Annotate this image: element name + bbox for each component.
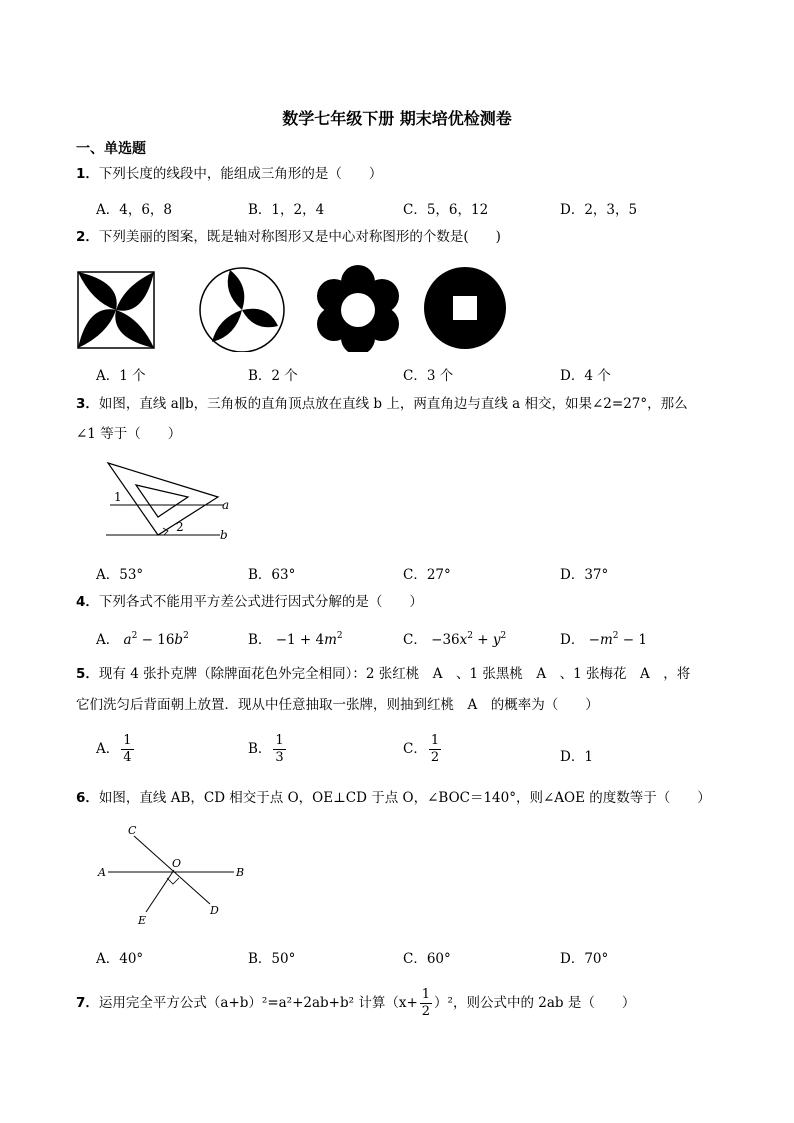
line-cd (134, 836, 210, 904)
question-6 (76, 788, 711, 808)
question-3-line2: ∠1 等于（ ） (76, 426, 182, 442)
q6-lines-figure (94, 820, 254, 925)
question-4 (76, 592, 423, 612)
question-number: 5． (76, 666, 99, 682)
point-e-label: E (138, 914, 147, 925)
question-3 (76, 394, 688, 414)
question-number: 6． (76, 790, 99, 806)
pattern-flower (317, 265, 399, 352)
q2-option-d[interactable]: D．4 个 (560, 368, 611, 384)
pattern-coin (424, 267, 506, 349)
q4-option-b[interactable]: B． $-1 + 4m^2$ (248, 631, 343, 648)
q6-option-b[interactable]: B．50° (248, 951, 296, 967)
ray-oe (146, 870, 174, 912)
question-text: 下列各式不能用平方差公式进行因式分解的是（ ） (98, 594, 423, 610)
question-7: 7．运用完全平方公式（a+b）²=a²+2ab+b² 计算（x+ $\frac{1}{2}$ ）²，则公式中的 2ab 是（ ） (76, 987, 636, 1019)
line-b-label: b (220, 528, 228, 542)
fraction: $\frac{1}{2}$ (421, 987, 431, 1019)
question-number: 4． (76, 594, 99, 610)
question-text: 下列美丽的图案，既是轴对称图形又是中心对称图形的个数是( ) (98, 229, 501, 245)
point-c-label: C (128, 824, 137, 837)
point-d-label: D (210, 904, 219, 917)
q3-option-a[interactable]: A．53° (96, 567, 144, 583)
triangle-inner (136, 485, 188, 517)
triangle-outer (108, 463, 218, 535)
q3-option-b[interactable]: B．63° (248, 567, 296, 583)
q4-option-d[interactable]: D． $-m^2 - 1$ (560, 631, 647, 648)
q1-option-a[interactable]: A．4，6，8 (96, 202, 173, 218)
q2-option-b[interactable]: B．2 个 (248, 368, 298, 384)
q1-option-c[interactable]: C．5，6，12 (403, 202, 489, 218)
question-text: 如图，直线 AB，CD 相交于点 O，OE⊥CD 于点 O，∠BOC＝140°，则∠AOE 的度数等于（ ） (98, 790, 711, 806)
question-2 (76, 227, 501, 247)
point-o-label: O (172, 857, 182, 870)
question-text-line1: 现有 4 张扑克牌（除牌面花色外完全相同）：2 张红桃 A 、1 张黑桃 A 、1 张梅花 A ，将 (98, 666, 691, 682)
q4-option-a[interactable]: A． $a^2 - 16b^2$ (96, 631, 189, 648)
question-text: 下列长度的线段中，能组成三角形的是（ ） (98, 166, 383, 182)
question-5-line2: 它们洗匀后背面朝上放置．现从中任意抽取一张牌，则抽到红桃 A 的概率为（ ） (76, 697, 599, 713)
angle-1-label: 1 (114, 490, 122, 504)
question-1 (76, 164, 382, 184)
fraction: $\frac{1}{3}$ (275, 733, 284, 765)
q5-option-b[interactable]: B． $\frac{1}{3}$ (248, 733, 284, 765)
q3-triangle-figure (96, 455, 246, 545)
point-b-label: B (236, 866, 245, 879)
question-number: 1． (76, 166, 99, 182)
question-number: 3． (76, 396, 99, 412)
q5-option-a[interactable]: A． $\frac{1}{4}$ (96, 733, 132, 765)
q2-patterns-figure (72, 262, 512, 352)
angle-2-label: 2 (176, 520, 184, 534)
q1-option-d[interactable]: D．2，3，5 (560, 202, 638, 218)
fraction: $\frac{1}{4}$ (123, 733, 132, 765)
page-title: 数学七年级下册 期末培优检测卷 (282, 109, 512, 128)
q3-option-d[interactable]: D．37° (560, 567, 609, 583)
section-heading: 一、单选题 (76, 141, 146, 157)
q6-option-d[interactable]: D．70° (560, 951, 609, 967)
question-5 (76, 664, 690, 684)
question-number: 7． (76, 995, 99, 1011)
q5-option-d[interactable]: D．1 (560, 749, 593, 765)
q6-option-a[interactable]: A．40° (96, 951, 144, 967)
q2-option-a[interactable]: A．1 个 (96, 368, 146, 384)
line-a-label: a (222, 498, 230, 512)
q4-option-c[interactable]: C． $-36x^2 + y^2$ (403, 631, 507, 648)
question-number: 2． (76, 229, 99, 245)
q3-option-c[interactable]: C．27° (403, 567, 451, 583)
q5-option-c[interactable]: C． $\frac{1}{2}$ (403, 733, 440, 765)
pattern-circle-three-blades (200, 268, 284, 352)
q2-option-c[interactable]: C．3 个 (403, 368, 454, 384)
point-a-label: A (98, 866, 106, 879)
fraction: $\frac{1}{2}$ (430, 733, 440, 765)
q1-option-b[interactable]: B．1，2，4 (248, 202, 325, 218)
question-text-line1: 如图，直线 a∥b，三角板的直角顶点放在直线 b 上，两直角边与直线 a 相交，如果∠2=27°，那么 (98, 396, 688, 412)
pattern-square-petals (78, 272, 154, 348)
q6-option-c[interactable]: C．60° (403, 951, 451, 967)
